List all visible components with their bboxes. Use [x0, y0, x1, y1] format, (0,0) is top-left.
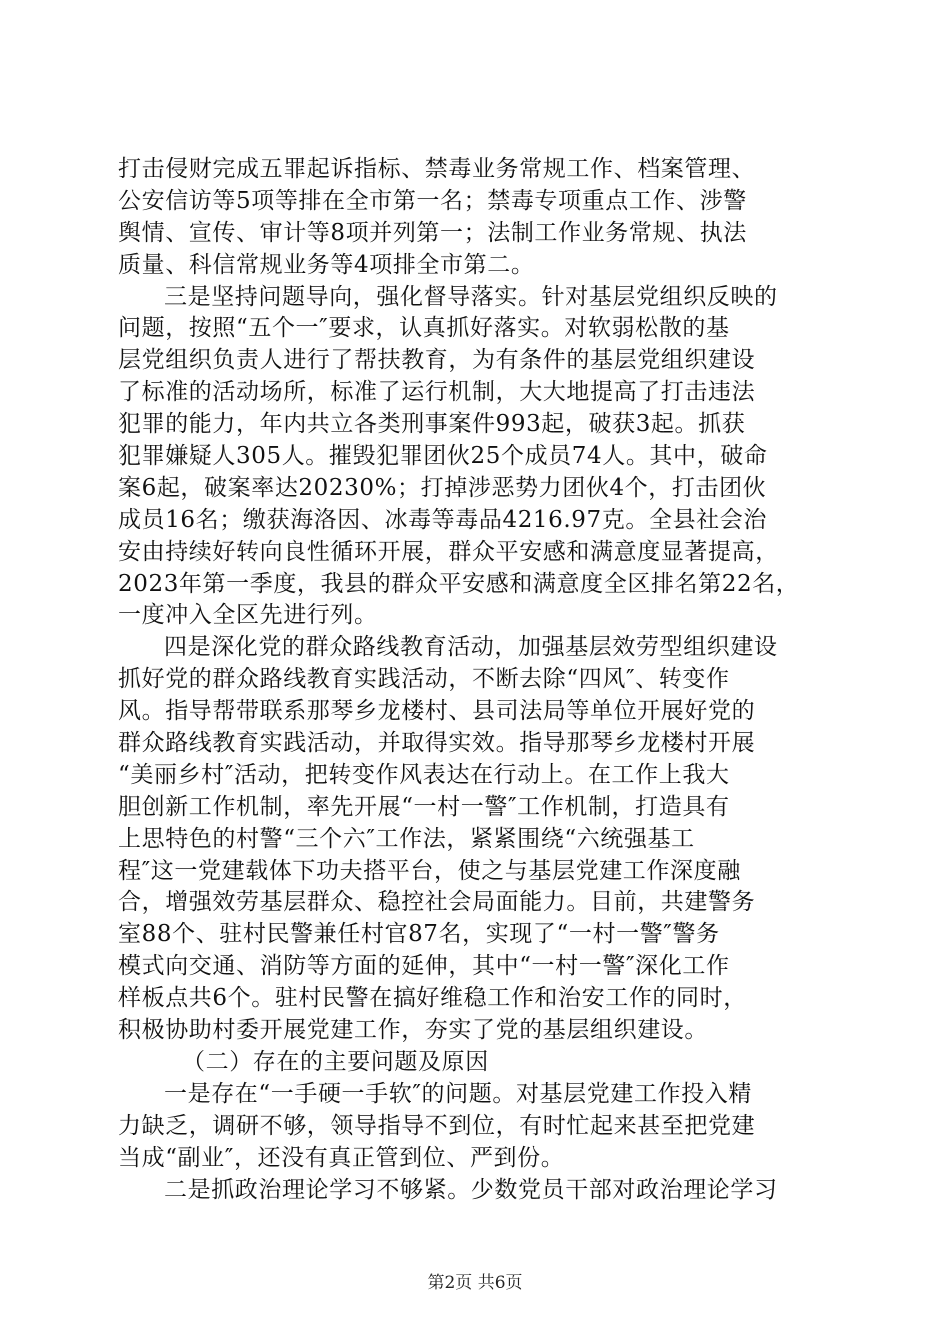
text-line: 2023年第一季度，我县的群众平安感和满意度全区排名第22名， [118, 570, 800, 597]
text-line: 案6起，破案率达20230%；打掉涉恶势力团伙4个，打击团伙 [118, 474, 767, 501]
text-line: 质量、科信常规业务等4项排全市第二。 [118, 251, 535, 278]
text-line: 力缺乏，调研不够，领导指导不到位，有时忙起来甚至把党建 [118, 1112, 756, 1139]
text-line: 胆创新工作机制，率先开展“一村一警″工作机制，打造具有 [118, 793, 730, 820]
text-line: 上思特色的村警“三个六″工作法，紧紧围绕“六统强基工 [118, 825, 695, 852]
text-line: 犯罪的能力，年内共立各类刑事案件993起，破获3起。抓获 [118, 411, 746, 438]
text-line: 样板点共6个。驻村民警在搞好维稳工作和治安工作的同时， [118, 985, 747, 1012]
text-line: 犯罪嫌疑人305人。摧毁犯罪团伙25个成员74人。其中，破命 [118, 443, 768, 470]
text-line: 层党组织负责人进行了帮扶教育，为有条件的基层党组织建设 [118, 347, 756, 374]
text-line: 当成“副业″，还没有真正管到位、严到份。 [118, 1144, 565, 1171]
text-line: 抓好党的群众路线教育实践活动，不断去除“四风″、转变作 [118, 666, 730, 693]
paragraph-start-line: 四是深化党的群众路线教育活动，加强基层效劳型组织建设 [164, 634, 778, 661]
document-body [118, 154, 842, 1206]
text-line: 模式向交通、消防等方面的延伸，其中“一村一警″深化工作 [118, 953, 730, 980]
text-line: 风。指导帮带联系那琴乡龙楼村、县司法局等单位开展好党的 [118, 698, 756, 725]
text-line: 室88个、驻村民警兼任村官87名，实现了“一村一警″警务 [118, 921, 720, 948]
paragraph-start-line: 一是存在“一手硬一手软″的问题。对基层党建工作投入精 [164, 1080, 752, 1107]
text-line: 舆情、宣传、审计等8项并列第一；法制工作业务常规、执法 [118, 219, 747, 246]
text-line: 了标准的活动场所，标准了运行机制，大大地提高了打击违法 [118, 379, 756, 406]
text-line: 打击侵财完成五罪起诉指标、禁毒业务常规工作、档案管理、 [118, 156, 756, 182]
paragraph-start-line: 二是抓政治理论学习不够紧。少数党员干部对政治理论学习 [164, 1176, 778, 1203]
text-line: 公安信访等5项等排在全市第一名；禁毒专项重点工作、涉警 [118, 187, 747, 214]
text-line: 积极协助村委开展党建工作，夯实了党的基层组织建设。 [118, 1017, 708, 1044]
text-line: 程″这一党建载体下功夫搭平台，使之与基层党建工作深度融 [118, 857, 741, 884]
text-line: 合，增强效劳基层群众、稳控社会局面能力。目前，共建警务 [118, 889, 756, 916]
page-number-footer: 第2页 共6页 [427, 1273, 523, 1293]
section-heading: （二）存在的主要问题及原因 [182, 1048, 489, 1075]
text-line: 成员16名；缴获海洛因、冰毒等毒品4216.97克。全县社会治 [118, 506, 767, 533]
text-line: 一度冲入全区先进行列。 [118, 602, 378, 629]
text-line: 群众路线教育实践活动，并取得实效。指导那琴乡龙楼村开展 [118, 730, 756, 757]
text-line: 安由持续好转向良性循环开展，群众平安感和满意度显著提高， [118, 538, 779, 565]
text-line: 问题，按照“五个一″要求，认真抓好落实。对软弱松散的基 [118, 315, 730, 342]
paragraph-start-line: 三是坚持问题导向，强化督导落实。针对基层党组织反映的 [164, 283, 778, 310]
text-line: “美丽乡村″活动，把转变作风表达在行动上。在工作上我大 [118, 761, 730, 788]
